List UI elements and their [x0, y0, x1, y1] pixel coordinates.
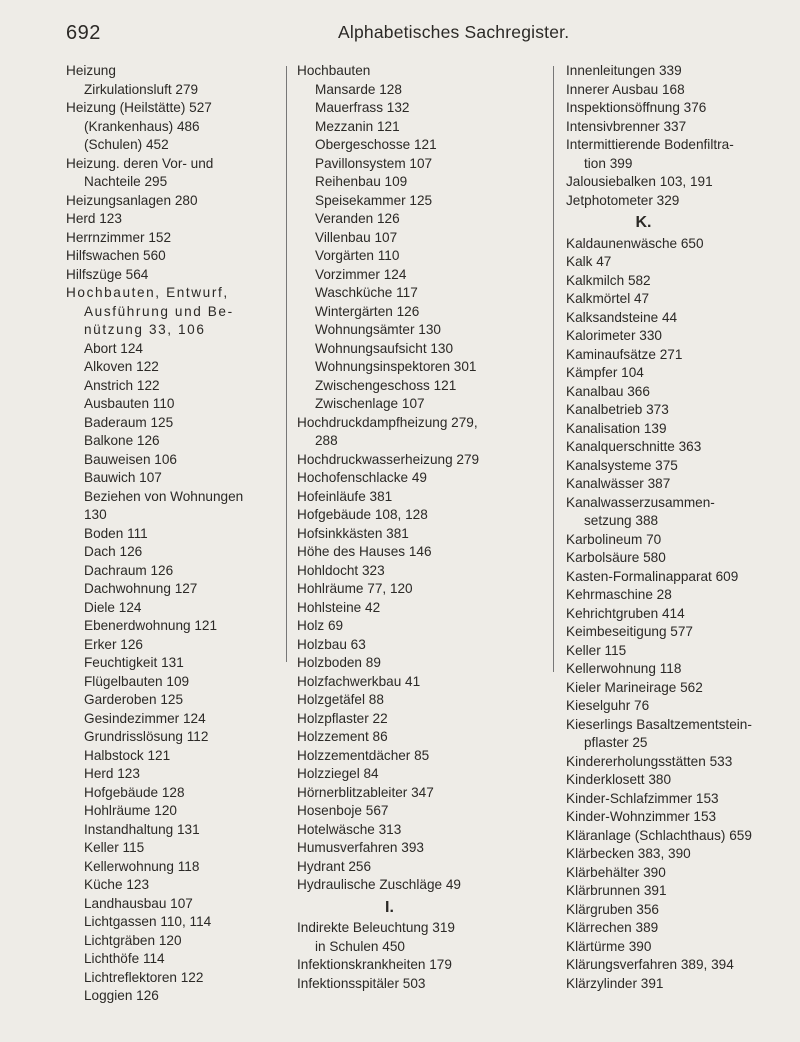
index-entry: Holzziegel 84: [297, 766, 379, 781]
index-entry: Veranden 126: [315, 211, 400, 226]
index-entry: Hochbauten, Entwurf,: [66, 285, 229, 300]
index-entry: Hotelwäsche 313: [297, 821, 402, 837]
index-entry: Hofgebäude 108, 128: [297, 507, 428, 522]
index-entry: Bauwich 107: [84, 470, 162, 485]
index-entry: Wintergärten 126: [315, 303, 420, 319]
index-entry: Dachraum 126: [84, 562, 174, 578]
index-entry: Kalorimeter 330: [566, 328, 662, 343]
index-entry: Mauerfrass 132: [315, 100, 410, 115]
index-entry: Indirekte Beleuchtung 319: [297, 920, 455, 935]
index-entry: Hochdruckwasserheizung 279: [297, 451, 480, 467]
index-entry: Hochbauten: [297, 63, 371, 78]
index-entry: Ausführung und Be-: [84, 303, 234, 319]
index-entry: Klärbehälter 390: [566, 864, 666, 880]
index-entry: Kanalquerschnitte 363: [566, 439, 702, 454]
index-entry: Ebenerdwohnung 121: [84, 618, 218, 633]
index-entry: Gesindezimmer 124: [84, 710, 206, 726]
index-entry: Heizung: [66, 63, 116, 78]
index-entry: Intensivbrenner 337: [566, 118, 687, 134]
index-entry: Kindererholungsstätten 533: [566, 753, 733, 769]
index-entry: Speisekammer 125: [315, 192, 433, 208]
index-entry: Nachteile 295: [84, 174, 168, 189]
index-entry: Kellerwohnung 118: [84, 858, 200, 874]
index-entry: Reihenbau 109: [315, 174, 408, 189]
index-entry: Kläranlage (Schlachthaus) 659: [566, 827, 752, 843]
index-entry: in Schulen 450: [315, 938, 405, 954]
index-entry: Vorzimmer 124: [315, 266, 407, 282]
index-entry: Holzboden 89: [297, 655, 381, 670]
column-divider: [286, 66, 287, 662]
index-entry: Infektionskrankheiten 179: [297, 957, 452, 972]
index-entry: Kinder-Schlafzimmer 153: [566, 790, 719, 806]
index-entry: Bauweisen 106: [84, 451, 177, 467]
index-entry: Kalk 47: [566, 254, 612, 269]
page-number: 692: [66, 22, 101, 44]
index-entry: Hydraulische Zuschläge 49: [297, 877, 461, 892]
index-entry: Hochdruckdampfheizung 279,: [297, 414, 478, 430]
index-entry: Holzzement 86: [297, 729, 388, 744]
index-entry: nützung 33, 106: [84, 322, 206, 337]
index-entry: Keller 115: [84, 840, 145, 855]
index-entry: Holzpflaster 22: [297, 710, 388, 726]
index-entry: Intermittierende Bodenfiltra-: [566, 137, 734, 152]
index-entry: Abort 124: [84, 340, 143, 356]
index-entry: Karbolsäure 580: [566, 550, 666, 565]
index-entry: Jetphotometer 329: [566, 192, 680, 208]
index-entry: (Schulen) 452: [84, 137, 169, 152]
index-entry: Humusverfahren 393: [297, 840, 424, 855]
index-entry: Hohldocht 323: [297, 562, 385, 578]
index-entry: Keimbeseitigung 577: [566, 624, 693, 639]
page-header: [0, 22, 800, 52]
index-entry: Lichthöfe 114: [84, 951, 165, 966]
index-entry: Herd 123: [84, 766, 140, 781]
index-entry: Hofgebäude 128: [84, 784, 185, 800]
index-entry: Heizungsanlagen 280: [66, 192, 198, 208]
index-entry: Kalksandsteine 44: [566, 309, 678, 325]
index-entry: Klärzylinder 391: [566, 975, 664, 991]
index-entry: Lichtgräben 120: [84, 932, 182, 948]
index-entry: Karbolineum 70: [566, 531, 662, 547]
index-entry: Feuchtigkeit 131: [84, 655, 184, 670]
index-entry: Kieler Marineirage 562: [566, 679, 703, 695]
index-entry: Ausbauten 110: [84, 396, 175, 411]
index-entry: Holz 69: [297, 618, 344, 633]
index-entry: Kellerwohnung 118: [566, 661, 682, 676]
index-entry: Holzgetäfel 88: [297, 692, 384, 707]
index-entry: Kanalwasserzusammen-: [566, 494, 715, 510]
index-entry: Holzbau 63: [297, 636, 366, 652]
index-entry: Heizung. deren Vor- und: [66, 155, 214, 171]
index-entry: Boden 111: [84, 525, 148, 541]
index-entry: Kanalbetrieb 373: [566, 402, 669, 417]
index-entry: Jalousiebalken 103, 191: [566, 174, 713, 189]
index-entry: Anstrich 122: [84, 377, 160, 393]
index-entry: Infektionsspitäler 503: [297, 975, 426, 991]
index-entry: Hohlräume 77, 120: [297, 581, 413, 596]
index-entry: Kinderklosett 380: [566, 772, 672, 787]
index-entry: Loggien 126: [84, 988, 159, 1003]
section-letter: I.: [385, 898, 394, 916]
index-entry: Dachwohnung 127: [84, 581, 198, 596]
index-entry: Villenbau 107: [315, 229, 398, 245]
index-entry: Kaminaufsätze 271: [566, 346, 683, 362]
index-entry: Klärtürme 390: [566, 938, 652, 954]
index-entry: Holzzementdächer 85: [297, 747, 430, 763]
index-entry: Landhausbau 107: [84, 895, 193, 911]
index-entry: setzung 388: [584, 513, 659, 528]
index-entry: Instandhaltung 131: [84, 821, 200, 837]
index-entry: Halbstock 121: [84, 747, 171, 763]
index-entry: Lichtreflektoren 122: [84, 969, 204, 985]
index-entry: Kanalsysteme 375: [566, 457, 678, 473]
index-entry: Höhe des Hauses 146: [297, 544, 432, 559]
index-entry: Kasten-Formalinapparat 609: [566, 568, 739, 584]
index-entry: Mansarde 128: [315, 81, 402, 97]
index-entry: Lichtgassen 110, 114: [84, 914, 212, 929]
index-entry: Wohnungsämter 130: [315, 322, 441, 337]
index-entry: Kalkmörtel 47: [566, 291, 650, 306]
index-entry: Dach 126: [84, 544, 143, 559]
index-entry: Kinder-Wohnzimmer 153: [566, 809, 717, 824]
index-entry: Beziehen von Wohnungen: [84, 488, 244, 504]
index-entry: Kanalisation 139: [566, 420, 667, 436]
index-column-2: [297, 62, 522, 993]
index-entry: Klärbrunnen 391: [566, 883, 667, 898]
index-entry: Hilfszüge 564: [66, 266, 149, 282]
index-entry: Klärrechen 389: [566, 920, 659, 935]
index-entry: Heizung (Heilstätte) 527: [66, 100, 212, 115]
index-entry: Hohlsteine 42: [297, 599, 381, 615]
index-entry: Zirkulationsluft 279: [84, 81, 199, 97]
index-entry: Alkoven 122: [84, 359, 159, 374]
index-entry: Kalkmilch 582: [566, 272, 651, 288]
index-entry: Herd 123: [66, 211, 122, 226]
index-entry: tion 399: [584, 155, 633, 171]
index-entry: Holzfachwerkbau 41: [297, 673, 421, 689]
index-entry: Balkone 126: [84, 433, 160, 448]
index-entry: Hörnerblitzableiter 347: [297, 784, 434, 800]
index-entry: Innerer Ausbau 168: [566, 81, 685, 97]
index-entry: Hilfswachen 560: [66, 248, 166, 263]
index-entry: Innenleitungen 339: [566, 63, 682, 78]
index-entry: Kanalbau 366: [566, 383, 650, 399]
index-entry: Hohlräume 120: [84, 803, 177, 818]
index-entry: pflaster 25: [584, 735, 648, 750]
index-entry: Zwischenlage 107: [315, 396, 425, 411]
index-entry: Grundrisslösung 112: [84, 729, 209, 744]
index-entry: Kanalwässer 387: [566, 476, 671, 491]
index-entry: Wohnungsinspektoren 301: [315, 359, 477, 374]
index-entry: (Krankenhaus) 486: [84, 118, 200, 134]
index-entry: Mezzanin 121: [315, 118, 400, 134]
index-entry: Kaldaunenwäsche 650: [566, 235, 704, 251]
running-title: Alphabetisches Sachregister.: [338, 22, 570, 42]
index-entry: Obergeschosse 121: [315, 137, 437, 152]
index-column-3: [566, 62, 781, 993]
index-entry: Hofsinkkästen 381: [297, 525, 409, 541]
index-entry: Kehrmaschine 28: [566, 587, 672, 602]
index-entry: Klärungsverfahren 389, 394: [566, 957, 734, 972]
index-entry: Klärbecken 383, 390: [566, 846, 691, 861]
index-entry: Erker 126: [84, 636, 143, 652]
index-entry: Diele 124: [84, 599, 142, 615]
index-entry: Kieselguhr 76: [566, 698, 650, 713]
column-divider: [553, 66, 554, 672]
index-entry: Zwischengeschoss 121: [315, 377, 457, 393]
index-entry: Herrnzimmer 152: [66, 229, 171, 245]
index-entry: Kieserlings Basaltzementstein-: [566, 716, 752, 732]
index-entry: Hydrant 256: [297, 858, 372, 874]
index-entry: Inspektionsöffnung 376: [566, 100, 707, 115]
index-entry: Küche 123: [84, 877, 150, 892]
index-entry: Baderaum 125: [84, 414, 174, 430]
index-entry: Pavillonsystem 107: [315, 155, 433, 171]
index-entry: Hofeinläufe 381: [297, 488, 393, 504]
index-entry: 130: [84, 507, 107, 522]
index-entry: Vorgärten 110: [315, 248, 400, 263]
index-entry: Kämpfer 104: [566, 365, 644, 380]
index-entry: Keller 115: [566, 642, 627, 658]
index-entry: 288: [315, 433, 338, 448]
index-entry: Waschküche 117: [315, 285, 418, 300]
index-entry: Flügelbauten 109: [84, 673, 190, 689]
index-entry: Wohnungsaufsicht 130: [315, 340, 454, 356]
index-entry: Hosenboje 567: [297, 803, 389, 818]
index-entry: Garderoben 125: [84, 692, 184, 707]
index-entry: Hochofenschlacke 49: [297, 470, 427, 485]
index-entry: Kehrichtgruben 414: [566, 605, 685, 621]
index-entry: Klärgruben 356: [566, 901, 659, 917]
section-letter: K.: [635, 214, 652, 231]
index-column-1: [66, 62, 276, 1006]
